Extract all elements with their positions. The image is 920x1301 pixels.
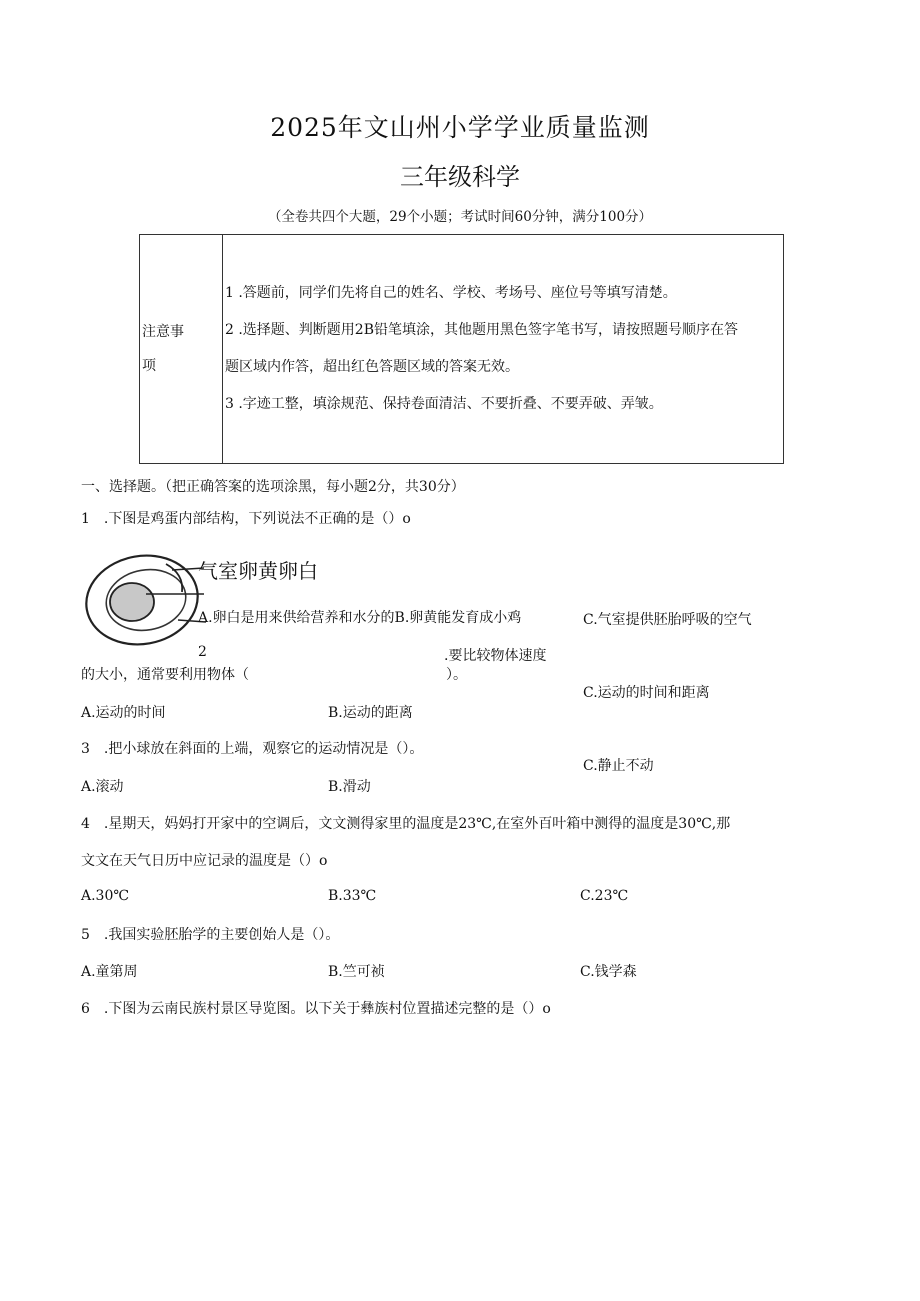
yolk <box>110 583 154 621</box>
question-4-option-b[interactable]: B.33℃ <box>328 888 377 904</box>
question-3-option-a[interactable]: A.滚动 <box>81 779 124 795</box>
question-3-option-c[interactable]: C.静止不动 <box>583 758 654 774</box>
exam-subtitle: 三年级科学 <box>400 163 520 191</box>
question-1-stem: 1 .下图是鸡蛋内部结构，下列说法不正确的是（）o <box>81 511 411 527</box>
egg-structure-figure <box>80 548 210 648</box>
air-cell <box>166 564 182 592</box>
question-5-option-a[interactable]: A.童第周 <box>81 964 138 980</box>
question-1-option-ab[interactable]: A.卵白是用来供给营养和水分的B.卵黄能发育成小鸡 <box>198 610 522 626</box>
question-4-stem-line1: 4 .星期天，妈妈打开家中的空调后，文文测得家里的温度是23℃,在室外百叶箱中测得的温度是30℃,那 <box>81 816 731 832</box>
notice-item: 3 .字迹工整，填涂规范、保持卷面清洁、不要折叠、不要弄破、弄皱。 <box>225 396 663 412</box>
notice-item: 1 .答题前，同学们先将自己的姓名、学校、考场号、座位号等填写清楚。 <box>225 285 677 301</box>
egg-figure-labels: 气室卵黄卵白 <box>198 559 318 583</box>
question-5-option-b[interactable]: B.竺可祯 <box>328 964 385 980</box>
question-2-stem-left: 的大小，通常要利用物体（ <box>81 667 249 683</box>
question-2-option-a[interactable]: A.运动的时间 <box>81 705 166 721</box>
exam-note: （全卷共四个大题，29个小题；考试时间60分钟，满分100分） <box>267 209 653 225</box>
notice-item: 2 .选择题、判断题用2B铅笔填涂，其他题用黑色签字笔书写，请按照题号顺序在答 <box>225 322 739 338</box>
question-2-stem-close: ）。 <box>446 667 467 683</box>
exam-title: 2025年文山州小学学业质量监测 <box>270 113 650 142</box>
question-5-stem: 5 .我国实验胚胎学的主要创始人是（）。 <box>81 927 340 943</box>
question-6-stem: 6 .下图为云南民族村景区导览图。以下关于彝族村位置描述完整的是（）o <box>81 1001 551 1017</box>
section-heading: 一、选择题。（把正确答案的选项涂黑，每小题2分，共30分） <box>81 479 465 495</box>
question-3-stem: 3 .把小球放在斜面的上端，观察它的运动情况是（）。 <box>81 741 424 757</box>
question-4-option-c[interactable]: C.23℃ <box>580 888 629 904</box>
notice-item: 题区域内作答，超出红色答题区域的答案无效。 <box>225 359 519 375</box>
notice-body <box>223 235 784 464</box>
question-2-option-c[interactable]: C.运动的时间和距离 <box>583 685 710 701</box>
notice-heading-line1: 注意事 <box>142 324 184 340</box>
question-1-option-c[interactable]: C.气室提供胚胎呼吸的空气 <box>583 612 752 628</box>
question-2-stem-right: .要比较物体速度 <box>444 648 547 664</box>
notice-table <box>139 234 784 464</box>
notice-heading <box>140 235 223 464</box>
question-4-option-a[interactable]: A.30℃ <box>81 888 130 904</box>
question-3-option-b[interactable]: B.滑动 <box>328 779 371 795</box>
notice-heading-line2: 项 <box>142 358 156 374</box>
question-5-option-c[interactable]: C.钱学森 <box>580 964 637 980</box>
question-2-number: 2 <box>198 644 207 660</box>
question-2-option-b[interactable]: B.运动的距离 <box>328 705 413 721</box>
question-4-stem-line2: 文文在天气日历中应记录的温度是（）o <box>81 853 328 869</box>
